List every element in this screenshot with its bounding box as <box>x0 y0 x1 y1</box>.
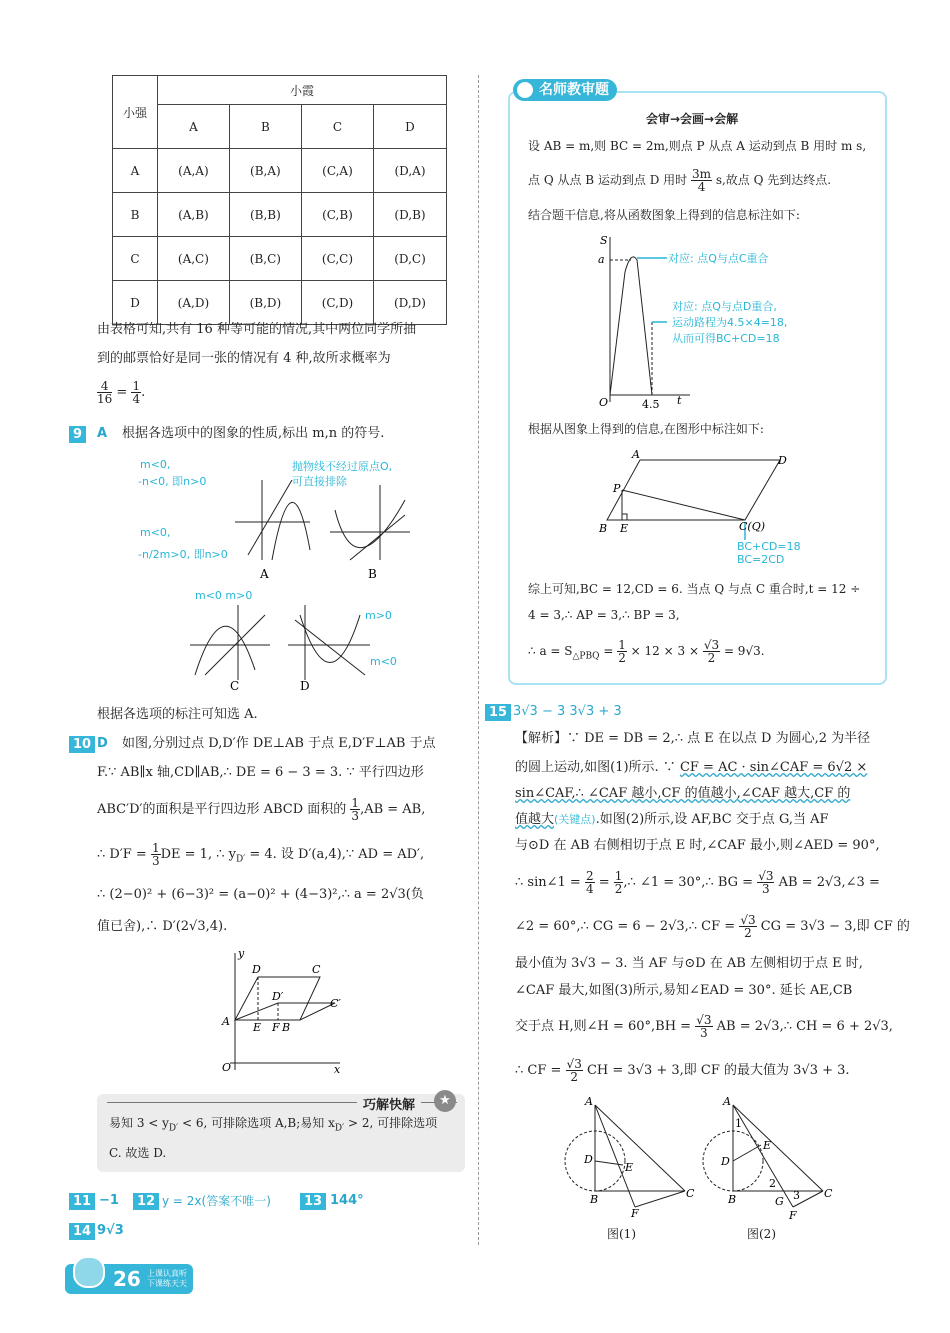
q9-answer: A <box>97 426 108 441</box>
q12-answer: y = 2x(答案不唯一) <box>162 1194 271 1208</box>
fig-label: D <box>778 454 787 467</box>
table-cell: (B,D) <box>229 281 301 325</box>
frac-num: 1 <box>614 869 623 883</box>
fig-label: E <box>763 1139 772 1152</box>
figure-1 <box>555 1095 705 1220</box>
parallelogram-figure <box>595 448 795 548</box>
q10-number-tag: 10 <box>69 736 95 753</box>
text: 的圆上运动,如图(1)所示. ∵ <box>515 760 680 775</box>
frac-num: √3 <box>703 638 720 652</box>
table-cell: (C,B) <box>301 193 373 237</box>
p8-line1: 由表格可知,共有 16 种等可能的情况,其中两位同学所抽 <box>97 322 417 337</box>
parabola-A <box>272 502 310 560</box>
frac-num: 1 <box>132 379 141 393</box>
q9-text: 根据各选项中的图象的性质,标出 m,n 的符号. <box>122 426 385 441</box>
table-row <box>113 193 447 237</box>
tip-line2: C. 故选 D. <box>109 1146 167 1160</box>
text: 易知 3 < y <box>109 1116 169 1130</box>
q12-number-tag: 12 <box>133 1193 159 1210</box>
frac-den: 3 <box>351 809 360 823</box>
q13-number-tag: 13 <box>300 1193 326 1210</box>
table-cell: (D,D) <box>373 281 446 325</box>
frac-num: √3 <box>696 1013 712 1027</box>
q9-note: -n/2m>0, 即n>0 <box>138 548 228 561</box>
table-cell: (A,B) <box>158 193 230 237</box>
tip-title: 巧解快解 <box>357 1094 421 1113</box>
frac-den: 16 <box>97 392 113 406</box>
column-divider <box>478 75 479 1245</box>
table-cell: (A,D) <box>158 281 230 325</box>
table-header: B <box>229 105 301 149</box>
graph-label-A: A <box>260 567 269 581</box>
text: < 6, 可排除选项 A,B;易知 x <box>178 1116 335 1130</box>
frac-den: 4 <box>697 180 706 194</box>
fig-label: C <box>312 963 321 976</box>
text: = <box>599 644 614 658</box>
text: ABC′D′的面积是平行四边形 ABCD 面积的 <box>97 802 347 817</box>
fig-label: C <box>824 1187 833 1200</box>
axis-label: t <box>677 394 682 407</box>
fig-label: A <box>723 1095 731 1108</box>
fig-label: B <box>728 1193 737 1206</box>
s-line3: sin∠CAF,∴ ∠CAF 越小,CF 的值越小,∠CAF 越大,CF 的 <box>515 786 851 801</box>
frac-num: 1 <box>351 796 360 810</box>
s-line9: ∠CAF 最大,如图(3)所示,易知∠EAD = 30°. 延长 AE,CB <box>515 983 853 998</box>
q10-line3 <box>97 795 425 825</box>
q9-note: m<0 <box>370 655 397 668</box>
q14-number-tag: 14 <box>69 1223 95 1240</box>
frac-den: 2 <box>618 651 626 665</box>
table-header: D <box>373 105 446 149</box>
fig-label: C(Q) <box>739 520 766 533</box>
graph-label-D: D <box>300 679 310 693</box>
table-header: A <box>158 105 230 149</box>
fig-label: 2 <box>769 1177 776 1190</box>
text: ∴ a = S <box>528 644 573 658</box>
s-line7 <box>515 910 910 944</box>
fig-label: E <box>625 1161 634 1174</box>
text: CG = 3√3 − 3,即 CF 的 <box>760 919 910 934</box>
q9-note: m>0 <box>365 609 392 622</box>
table-row <box>113 281 447 325</box>
q10-line1: 如图,分别过点 D,D′作 DE⊥AB 于点 E,D′F⊥AB 于点 <box>122 736 436 751</box>
r-line6: 4 = 3,∴ AP = 3,∴ BP = 3, <box>528 608 680 622</box>
text: 点 Q 从点 B 运动到点 D 用时 <box>528 173 688 187</box>
fig-label: F <box>272 1021 280 1034</box>
figure-1-caption: 图(1) <box>607 1227 636 1241</box>
text: CH = 3√3 + 3,即 CF 的最大值为 3√3 + 3. <box>586 1063 850 1078</box>
fig-label: A <box>632 448 640 461</box>
figure-2 <box>695 1095 845 1220</box>
graph-note: 运动路程为4.5×4=18, <box>672 316 788 329</box>
table-cell: (D,A) <box>373 149 446 193</box>
mascot-icon <box>73 1256 105 1288</box>
fig-label: y <box>238 947 245 960</box>
q10-answer: D <box>97 736 108 751</box>
q9-number-tag: 9 <box>69 426 86 443</box>
box-title: 名师教审题 <box>513 79 617 101</box>
q10-figure <box>210 945 360 1075</box>
table-cell: (B,B) <box>229 193 301 237</box>
fig-label: C <box>686 1187 695 1200</box>
frac-num: √3 <box>740 913 756 927</box>
q9-note: m<0, <box>140 526 171 539</box>
subscript: D′ <box>334 1123 345 1134</box>
para-note: BC+CD=18 <box>737 540 801 553</box>
row-label: D <box>113 281 158 325</box>
table-cell: (B,A) <box>229 149 301 193</box>
table-cell: (C,A) <box>301 149 373 193</box>
footer-slogan-1: 上课认真听 <box>147 1269 187 1278</box>
frac-den: 3 <box>151 854 160 868</box>
box-subtitle: 会审→会画→会解 <box>646 112 739 126</box>
q9-note: 抛物线不经过原点O, <box>292 460 393 473</box>
s-line5: 与⊙D 在 AB 右侧相切于点 E 时,∠CAF 最小,则∠AED = 90°, <box>515 838 880 853</box>
text: = <box>598 875 610 890</box>
text: ∴ sin∠1 = <box>515 875 581 890</box>
s-line4 <box>515 811 829 829</box>
text: .如图(2)所示,设 AF,BC 交于点 G,当 AF <box>595 812 829 827</box>
axis-label: a <box>598 253 605 266</box>
q10-line4 <box>97 840 424 870</box>
q13-answer: 144° <box>330 1193 364 1208</box>
fig-label: x <box>334 1063 341 1075</box>
page-number: 26 <box>113 1267 141 1291</box>
p8-result <box>97 376 145 410</box>
subscript: D′ <box>235 854 246 865</box>
text: s,故点 Q 先到达终点. <box>712 173 832 187</box>
fig-label: F <box>631 1207 639 1220</box>
text: = 9√3. <box>723 644 765 658</box>
fig-label: E <box>253 1021 262 1034</box>
fig-label: D′ <box>272 990 284 1003</box>
row-label: C <box>113 237 158 281</box>
table-cell: (C,D) <box>301 281 373 325</box>
fig-label: B <box>599 522 608 535</box>
subscript: D′ <box>168 1123 179 1134</box>
frac-num: √3 <box>758 869 774 883</box>
text: ∴ CF = <box>515 1063 562 1078</box>
text: ,∴ ∠1 = 30°,∴ BG = <box>623 875 754 890</box>
s-line11 <box>515 1054 850 1088</box>
q10-line6: 值已舍),∴ D′(2√3,4). <box>97 919 228 934</box>
q9-note: -n<0, 即n>0 <box>138 475 207 488</box>
frac-den: 4 <box>585 882 594 896</box>
fig-label: B <box>590 1193 599 1206</box>
fig-label: G <box>775 1195 784 1208</box>
table-cell: (A,A) <box>158 149 230 193</box>
table-cell: (D,B) <box>373 193 446 237</box>
q9-note: m<0 m>0 <box>195 589 253 602</box>
fig-label: 3 <box>793 1189 800 1202</box>
r-line1: 设 AB = m,则 BC = 2m,则点 P 从点 A 运动到点 B 用时 m s, <box>528 139 867 153</box>
frac-num: 4 <box>97 380 112 393</box>
table-cell: (B,C) <box>229 237 301 281</box>
q15-answer: 3√3 − 3 3√3 + 3 <box>513 704 622 719</box>
q9-note: 可直接排除 <box>292 475 347 488</box>
fig-label: D <box>584 1153 593 1166</box>
star-icon: ★ <box>434 1090 456 1112</box>
r-line2 <box>528 165 831 195</box>
r-line7 <box>528 636 765 666</box>
key-text: CF = AC · sin∠CAF = 6√2 × <box>679 760 868 775</box>
line-A <box>248 480 292 555</box>
fig-label: D <box>252 963 261 976</box>
table-cell: (A,C) <box>158 237 230 281</box>
table-header: C <box>301 105 373 149</box>
table-col-group: 小霞 <box>158 76 447 105</box>
graph-label-B: B <box>368 567 377 581</box>
text: ∴ D′F = <box>97 847 147 862</box>
frac-den: 3 <box>700 1026 708 1040</box>
frac-num: 3m <box>692 167 712 181</box>
q10-line5: ∴ (2−0)² + (6−3)² = (a−0)² + (4−3)²,∴ a = 2√3(负 <box>97 887 424 902</box>
subscript: △PBQ <box>572 651 600 662</box>
badge-icon <box>517 82 533 98</box>
text: > 2, 可排除选项 <box>344 1116 438 1130</box>
graph-label-C: C <box>230 679 240 693</box>
fig-label: P <box>613 482 621 495</box>
frac-den: 2 <box>707 651 716 665</box>
fig-label: 1 <box>735 1117 742 1130</box>
axis-label: S <box>600 234 608 247</box>
axis-label: O <box>599 396 609 409</box>
q9-conclusion: 根据各选项的标注可知选 A. <box>97 707 258 722</box>
table-row <box>113 149 447 193</box>
fig-label: A <box>585 1095 593 1108</box>
frac-num: 1 <box>151 841 160 855</box>
q14-answer: 9√3 <box>97 1223 124 1238</box>
fig-label: B <box>282 1021 291 1034</box>
graph-note: 从而可得BC+CD=18 <box>672 332 780 345</box>
fig-label: O <box>222 1061 232 1074</box>
text: DE = 1, ∴ y <box>160 847 236 862</box>
s-line1: 【解析】∵ DE = DB = 2,∴ 点 E 在以点 D 为圆心,2 为半径 <box>515 731 871 746</box>
para-note: BC=2CD <box>737 553 785 566</box>
s-line6 <box>515 866 880 900</box>
fig-label: C′ <box>330 997 341 1010</box>
graph-note: 对应: 点Q与点D重合, <box>672 300 777 313</box>
r-line4: 根据从图象上得到的信息,在图形中标注如下: <box>528 422 764 436</box>
fig-label: E <box>620 522 629 535</box>
table-cell: (C,C) <box>301 237 373 281</box>
text: 交于点 H,则∠H = 60°,BH = <box>515 1019 692 1034</box>
line-B <box>350 515 405 560</box>
s-line8: 最小值为 3√3 − 3. 当 AF 与⊙D 在 AB 左侧相切于点 E 时, <box>515 956 863 971</box>
key-text: 值越大 <box>515 812 555 827</box>
q15-number-tag: 15 <box>485 704 511 721</box>
fig-label: F <box>789 1209 797 1220</box>
equals: = <box>116 385 128 400</box>
text: ∠2 = 60°,∴ CG = 6 − 2√3,∴ CF = <box>515 919 736 934</box>
row-label: A <box>113 149 158 193</box>
page-badge <box>65 1264 193 1294</box>
q11-answer: −1 <box>99 1193 119 1208</box>
probability-table <box>112 75 447 325</box>
fig-label: D <box>721 1155 730 1168</box>
q11-number-tag: 11 <box>69 1193 95 1210</box>
r-line5: 综上可知,BC = 12,CD = 6. 当点 Q 与点 C 重合时,t = 12 ÷ <box>528 582 861 596</box>
frac-den: 4 <box>132 392 141 406</box>
table-row <box>113 237 447 281</box>
frac-num: 2 <box>585 869 594 883</box>
s-line2 <box>515 759 867 777</box>
frac-num: 1 <box>618 638 626 652</box>
text: × 12 × 3 × <box>630 644 699 658</box>
q9-note: m<0, <box>140 458 171 471</box>
frac-den: 2 <box>570 1070 578 1084</box>
frac-den: 2 <box>744 926 752 940</box>
tip-line1 <box>109 1114 437 1137</box>
q10-line2: F.∵ AB∥x 轴,CD∥AB,∴ DE = 6 − 3 = 3. ∵ 平行四边形 <box>97 765 424 780</box>
p8-line2: 到的邮票恰好是同一张的情况有 4 种,故所求概率为 <box>97 351 391 366</box>
footer-slogan-2: 下课练天天 <box>147 1279 187 1288</box>
frac-den: 3 <box>762 882 770 896</box>
text: ,AB = AB, <box>360 802 426 817</box>
key-point-note: (关键点) <box>554 813 596 826</box>
figure-2-caption: 图(2) <box>747 1227 776 1241</box>
axis-label: 4.5 <box>642 398 660 411</box>
fig-label: A <box>222 1015 230 1028</box>
s-line10 <box>515 1010 893 1044</box>
text: AB = 2√3,∠3 = <box>778 875 880 890</box>
tip-box <box>97 1094 465 1172</box>
parabola-D <box>300 615 360 663</box>
text: AB = 2√3,∴ CH = 6 + 2√3, <box>716 1019 893 1034</box>
period: . <box>141 385 146 400</box>
table-corner: 小强 <box>113 76 158 149</box>
frac-den: 2 <box>614 882 623 896</box>
r-line3: 结合题干信息,将从函数图象上得到的信息标注如下: <box>528 208 800 222</box>
q9-graphs <box>180 470 420 700</box>
frac-num: √3 <box>566 1057 582 1071</box>
row-label: B <box>113 193 158 237</box>
text: = 4. 设 D′(a,4),∵ AD = AD′, <box>245 847 425 862</box>
graph-note: 对应: 点Q与点C重合 <box>668 252 769 265</box>
table-cell: (D,C) <box>373 237 446 281</box>
